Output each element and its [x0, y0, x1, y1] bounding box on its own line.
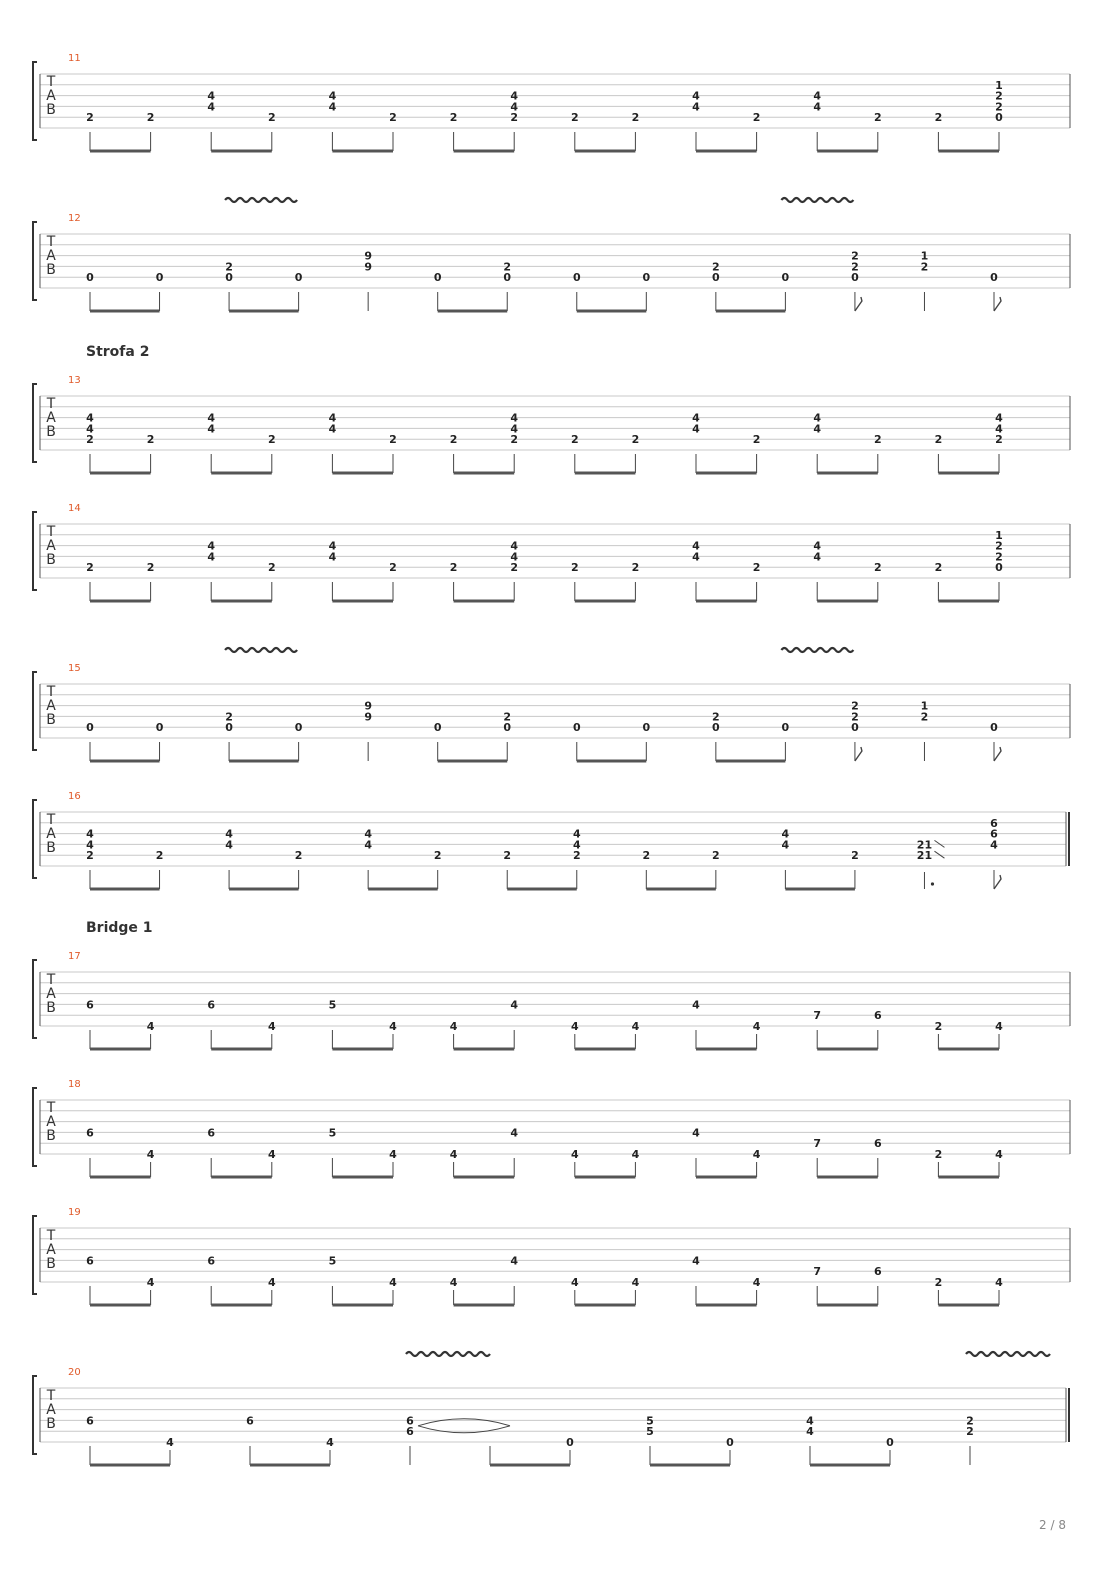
fret-number: 4 [510, 998, 519, 1012]
fret-number: 0 [642, 721, 651, 735]
fret-number: 2 [86, 433, 94, 447]
fret-number: 4 [813, 550, 822, 564]
fret-number: 2 [503, 260, 512, 274]
system-bracket [33, 222, 37, 300]
fret-number: 5 [646, 1414, 654, 1428]
fret-number: 2 [267, 433, 276, 447]
fret-number: 4 [364, 838, 372, 852]
fret-number: 0 [155, 721, 164, 735]
fret-number: 0 [726, 1436, 734, 1449]
fret-number: 21 [916, 849, 933, 863]
fret-number: 2 [389, 111, 397, 125]
fret-number: 2 [570, 561, 579, 575]
note-flag [855, 297, 862, 311]
fret-number: 4 [328, 422, 337, 436]
tab-clef-letter: T [46, 1228, 56, 1244]
fret-number: 4 [267, 1276, 276, 1289]
fret-number: 2 [851, 249, 859, 263]
fret-number: 0 [294, 721, 303, 735]
fret-number: 0 [503, 271, 512, 285]
note-flag [855, 747, 862, 761]
fret-number: 2 [851, 849, 859, 863]
system-bracket [33, 1088, 37, 1166]
vibrato-mark [225, 198, 297, 202]
tab-clef-letter: A [46, 88, 56, 104]
fret-number: 2 [966, 1425, 974, 1439]
fret-number: 1 [920, 249, 929, 263]
fret-number: 4 [631, 1020, 640, 1033]
fret-number: 0 [995, 111, 1003, 125]
fret-number: 4 [570, 1276, 579, 1289]
measure-number: 12 [68, 213, 81, 224]
note-flag [994, 875, 1001, 889]
vibrato-mark [966, 1352, 1050, 1356]
fret-number: 4 [267, 1020, 276, 1033]
fret-number: 0 [886, 1436, 894, 1449]
fret-number: 4 [692, 422, 700, 436]
fret-number: 5 [328, 998, 337, 1012]
fret-number: 0 [642, 271, 651, 285]
fret-number: 4 [449, 1020, 458, 1033]
vibrato-mark [781, 198, 853, 202]
fret-number: 6 [246, 1414, 254, 1428]
fret-number: 6 [990, 827, 998, 841]
fret-number: 4 [813, 89, 822, 103]
fret-number: 4 [510, 100, 519, 114]
fret-number: 4 [813, 539, 822, 553]
rhythm-dot [931, 882, 934, 885]
tab-clef-letter: B [46, 1128, 56, 1144]
tab-clef-letter: A [46, 248, 56, 264]
fret-number: 4 [813, 422, 822, 436]
fret-number: 4 [328, 550, 337, 564]
fret-number: 6 [86, 1126, 94, 1140]
fret-number: 2 [225, 260, 233, 274]
fret-number: 7 [813, 1009, 822, 1023]
fret-number: 6 [873, 1137, 882, 1151]
measure-number: 20 [68, 1367, 81, 1378]
fret-number: 4 [752, 1276, 761, 1289]
fret-number: 4 [692, 89, 700, 103]
fret-number: 4 [995, 1020, 1003, 1033]
fret-number: 0 [851, 721, 859, 735]
fret-number: 4 [806, 1425, 814, 1439]
fret-number: 0 [433, 271, 442, 285]
fret-number: 6 [207, 1126, 216, 1140]
fret-number: 4 [813, 411, 822, 425]
tab-clef-letter: B [46, 712, 56, 728]
fret-number: 4 [631, 1276, 640, 1289]
fret-number: 2 [510, 561, 519, 575]
fret-number: 4 [995, 1148, 1003, 1161]
measure-number: 18 [68, 1079, 81, 1090]
tab-clef-letter: A [46, 538, 56, 554]
fret-number: 2 [146, 433, 155, 447]
fret-number: 0 [851, 271, 859, 285]
vibrato-mark [225, 648, 297, 652]
fret-number: 4 [207, 411, 216, 425]
fret-number: 4 [267, 1148, 276, 1161]
fret-number: 0 [712, 271, 720, 285]
fret-number: 2 [851, 699, 859, 713]
fret-number: 4 [328, 89, 337, 103]
tab-clef-letter: T [46, 1388, 56, 1404]
fret-number: 0 [294, 271, 303, 285]
fret-number: 0 [990, 721, 998, 735]
fret-number: 4 [510, 550, 519, 564]
fret-number: 4 [449, 1276, 458, 1289]
tab-clef-letter: T [46, 396, 56, 412]
fret-number: 2 [752, 561, 761, 575]
fret-number: 4 [86, 827, 94, 841]
tab-clef-letter: T [46, 812, 56, 828]
fret-number: 21 [916, 838, 933, 852]
fret-number: 2 [920, 260, 929, 274]
tab-clef-letter: A [46, 1114, 56, 1130]
fret-number: 2 [995, 433, 1003, 447]
fret-number: 4 [813, 100, 822, 114]
fret-number: 4 [207, 539, 216, 553]
fret-number: 2 [510, 433, 519, 447]
tab-clef-letter: T [46, 684, 56, 700]
measure-number: 11 [68, 53, 81, 64]
fret-number: 2 [934, 561, 943, 575]
fret-number: 4 [146, 1020, 155, 1033]
fret-number: 4 [510, 422, 519, 436]
tab-clef-letter: B [46, 1000, 56, 1016]
fret-number: 2 [570, 111, 579, 125]
fret-number: 2 [934, 1276, 943, 1289]
fret-number: 2 [920, 710, 929, 724]
measure-number: 17 [68, 951, 81, 962]
fret-number: 4 [781, 838, 790, 852]
measure-number: 13 [68, 375, 81, 386]
fret-number: 4 [692, 411, 700, 425]
fret-number: 0 [86, 271, 94, 285]
fret-number: 9 [364, 699, 372, 713]
fret-number: 4 [692, 550, 700, 564]
fret-number: 0 [781, 721, 790, 735]
tab-clef-letter: T [46, 74, 56, 90]
fret-number: 4 [806, 1414, 814, 1428]
fret-number: 2 [712, 710, 720, 724]
fret-number: 4 [86, 411, 94, 425]
fret-number: 6 [86, 998, 94, 1012]
fret-number: 1 [995, 78, 1003, 92]
fret-number: 2 [86, 849, 94, 863]
fret-number: 4 [995, 1276, 1003, 1289]
fret-number: 4 [510, 1126, 519, 1140]
fret-number: 2 [873, 111, 882, 125]
tab-clef-letter: T [46, 972, 56, 988]
fret-number: 0 [566, 1436, 574, 1449]
fret-number: 4 [570, 1020, 579, 1033]
fret-number: 2 [873, 561, 882, 575]
fret-number: 2 [752, 433, 761, 447]
fret-number: 2 [851, 260, 859, 274]
fret-number: 6 [86, 1414, 94, 1428]
fret-number: 1 [995, 528, 1003, 542]
fret-number: 2 [995, 550, 1003, 564]
fret-number: 0 [572, 271, 581, 285]
tab-clef-letter: T [46, 524, 56, 540]
fret-number: 1 [920, 699, 929, 713]
measure-number: 16 [68, 791, 81, 802]
fret-number: 0 [155, 271, 164, 285]
fret-number: 2 [389, 561, 397, 575]
fret-number: 4 [166, 1436, 174, 1449]
fret-number: 2 [712, 260, 720, 274]
fret-number: 0 [86, 721, 94, 735]
fret-number: 5 [646, 1425, 654, 1439]
fret-number: 4 [570, 1148, 579, 1161]
fret-number: 2 [631, 561, 640, 575]
fret-number: 4 [207, 422, 216, 436]
fret-number: 4 [995, 422, 1003, 436]
fret-number: 5 [328, 1126, 337, 1140]
fret-number: 0 [225, 271, 233, 285]
fret-number: 2 [934, 111, 943, 125]
system-bracket [33, 512, 37, 590]
fret-number: 4 [389, 1276, 397, 1289]
fret-number: 6 [86, 1254, 94, 1268]
fret-number: 2 [267, 561, 276, 575]
fret-number: 2 [631, 433, 640, 447]
fret-number: 2 [934, 1148, 943, 1161]
fret-number: 4 [146, 1276, 155, 1289]
fret-number: 4 [328, 539, 337, 553]
fret-number: 4 [781, 827, 790, 841]
fret-number: 4 [692, 539, 700, 553]
fret-number: 6 [990, 816, 998, 830]
system-bracket [33, 960, 37, 1038]
fret-number: 2 [510, 111, 519, 125]
fret-number: 4 [692, 998, 700, 1012]
vibrato-mark [781, 648, 853, 652]
fret-number: 2 [449, 111, 458, 125]
section-label: Strofa 2 [86, 344, 150, 360]
tab-clef-letter: A [46, 986, 56, 1002]
tab-clef-letter: T [46, 1100, 56, 1116]
fret-number: 4 [752, 1148, 761, 1161]
vibrato-mark [406, 1352, 490, 1356]
measure-number: 19 [68, 1207, 81, 1218]
fret-number: 9 [364, 249, 372, 263]
fret-number: 2 [934, 433, 943, 447]
system-bracket [33, 62, 37, 140]
fret-number: 0 [712, 721, 720, 735]
fret-number: 2 [642, 849, 651, 863]
section-label: Bridge 1 [86, 920, 153, 936]
fret-number: 4 [146, 1148, 155, 1161]
fret-number: 4 [631, 1148, 640, 1161]
fret-number: 0 [503, 721, 512, 735]
fret-number: 4 [328, 100, 337, 114]
system-bracket [33, 1216, 37, 1294]
fret-number: 2 [449, 561, 458, 575]
fret-number: 6 [406, 1425, 414, 1439]
tab-clef-letter: A [46, 410, 56, 426]
fret-number: 2 [572, 849, 581, 863]
fret-number: 2 [146, 111, 155, 125]
fret-number: 2 [995, 100, 1003, 114]
fret-number: 4 [572, 838, 581, 852]
fret-number: 6 [207, 1254, 216, 1268]
fret-number: 0 [225, 721, 233, 735]
fret-number: 4 [225, 838, 233, 852]
fret-number: 6 [873, 1265, 882, 1279]
tab-clef-letter: B [46, 840, 56, 856]
fret-number: 4 [225, 827, 233, 841]
fret-number: 2 [449, 433, 458, 447]
fret-number: 5 [328, 1254, 337, 1268]
fret-number: 0 [572, 721, 581, 735]
fret-number: 4 [389, 1148, 397, 1161]
fret-number: 2 [155, 849, 164, 863]
fret-number: 4 [389, 1020, 397, 1033]
fret-number: 2 [86, 561, 94, 575]
fret-number: 4 [990, 838, 998, 852]
tab-clef-letter: B [46, 424, 56, 440]
fret-number: 4 [207, 100, 216, 114]
fret-number: 4 [510, 411, 519, 425]
fret-number: 2 [225, 710, 233, 724]
system-bracket [33, 800, 37, 878]
fret-number: 4 [449, 1148, 458, 1161]
system-bracket [33, 672, 37, 750]
fret-number: 4 [86, 422, 94, 436]
fret-number: 0 [781, 271, 790, 285]
fret-number: 2 [570, 433, 579, 447]
fret-number: 2 [873, 433, 882, 447]
fret-number: 4 [207, 89, 216, 103]
fret-number: 0 [990, 271, 998, 285]
fret-number: 9 [364, 260, 372, 274]
tab-clef-letter: A [46, 1402, 56, 1418]
fret-number: 0 [995, 561, 1003, 575]
fret-number: 2 [934, 1020, 943, 1033]
system-bracket [33, 1376, 37, 1454]
fret-number: 7 [813, 1265, 822, 1279]
fret-number: 4 [510, 539, 519, 553]
fret-number: 6 [873, 1009, 882, 1023]
measure-number: 14 [68, 503, 81, 514]
fret-number: 7 [813, 1137, 822, 1151]
tab-clef-letter: A [46, 1242, 56, 1258]
fret-number: 2 [86, 111, 94, 125]
fret-number: 4 [364, 827, 372, 841]
fret-number: 4 [692, 1254, 700, 1268]
fret-number: 6 [207, 998, 216, 1012]
tab-clef-letter: B [46, 1416, 56, 1432]
fret-number: 4 [692, 100, 700, 114]
measure-number: 15 [68, 663, 81, 674]
fret-number: 2 [995, 539, 1003, 553]
note-flag [994, 747, 1001, 761]
fret-number: 4 [86, 838, 94, 852]
fret-number: 2 [294, 849, 303, 863]
fret-number: 2 [503, 849, 512, 863]
fret-number: 4 [510, 1254, 519, 1268]
fret-number: 2 [631, 111, 640, 125]
note-flag [994, 297, 1001, 311]
tab-clef-letter: B [46, 552, 56, 568]
page-number: 2 / 8 [1039, 1518, 1066, 1532]
tab-clef-letter: B [46, 262, 56, 278]
fret-number: 0 [433, 721, 442, 735]
fret-number: 2 [712, 849, 720, 863]
fret-number: 2 [503, 710, 512, 724]
fret-number: 4 [995, 411, 1003, 425]
tab-clef-letter: B [46, 102, 56, 118]
fret-number: 4 [328, 411, 337, 425]
tab-clef-letter: A [46, 698, 56, 714]
fret-number: 2 [146, 561, 155, 575]
fret-number: 2 [433, 849, 442, 863]
system-bracket [33, 384, 37, 462]
fret-number: 4 [510, 89, 519, 103]
fret-number: 9 [364, 710, 372, 724]
fret-number: 2 [966, 1414, 974, 1428]
tab-clef-letter: T [46, 234, 56, 250]
fret-number: 2 [752, 111, 761, 125]
fret-number: 2 [267, 111, 276, 125]
fret-number: 2 [851, 710, 859, 724]
swell-mark [418, 1426, 510, 1433]
fret-number: 6 [406, 1414, 414, 1428]
fret-number: 4 [692, 1126, 700, 1140]
fret-number: 4 [326, 1436, 334, 1449]
tab-clef-letter: A [46, 826, 56, 842]
fret-number: 4 [752, 1020, 761, 1033]
swell-mark [418, 1419, 510, 1426]
fret-number: 4 [572, 827, 581, 841]
fret-number: 4 [207, 550, 216, 564]
tab-clef-letter: B [46, 1256, 56, 1272]
fret-number: 2 [389, 433, 397, 447]
fret-number: 2 [995, 89, 1003, 103]
